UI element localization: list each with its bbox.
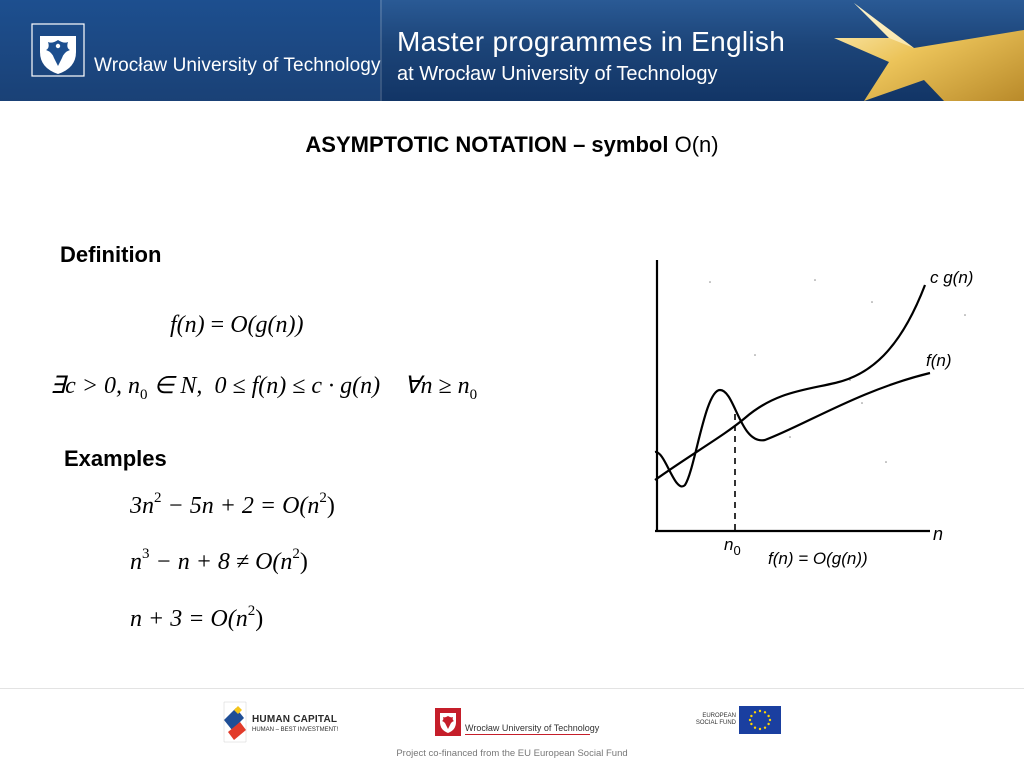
definition-label: Definition <box>60 242 162 267</box>
programme-title: Master programmes in English <box>397 26 786 57</box>
slide-title <box>0 132 1024 158</box>
big-o-graph <box>640 240 1000 580</box>
example-2-part-c: ) <box>299 549 308 575</box>
example-3 <box>130 605 263 633</box>
example-1 <box>130 492 335 520</box>
example-2 <box>130 548 308 576</box>
example-1-part-c: ) <box>326 493 335 519</box>
example-2-part-a: n <box>130 549 142 575</box>
banner-divider <box>380 0 382 101</box>
example-2-exp-a: 3 <box>142 546 150 562</box>
eu-flag-icon <box>739 706 781 734</box>
condition-n0-subscript: 0 <box>140 386 148 403</box>
title-symbol: O(n) <box>674 132 719 157</box>
scan-specks <box>709 279 966 463</box>
human-capital-subtitle: HUMAN – BEST INVESTMENT! <box>252 727 339 733</box>
footer-rule <box>0 688 1024 689</box>
f-curve <box>655 373 930 486</box>
n0-label-sub: 0 <box>733 543 741 558</box>
programme-subtitle: at Wrocław University of Technology <box>397 63 718 85</box>
wut-crest-icon <box>435 708 461 736</box>
condition-in-n: ∈ N, <box>153 373 203 399</box>
f-label: f(n) <box>926 351 952 370</box>
wut-footer-name: Wrocław University of Technology <box>465 723 600 733</box>
esf-label: EUROPEAN SOCIAL FUND <box>695 713 736 726</box>
condition-exists: ∃c > 0, n <box>50 373 141 399</box>
university-crest-icon <box>30 22 86 78</box>
gold-star-icon <box>794 0 1024 101</box>
definition-condition <box>50 371 477 404</box>
example-3-part-b: ) <box>255 606 264 632</box>
university-name: Wrocław University of Technology <box>94 55 381 76</box>
title-text: ASYMPTOTIC NOTATION – symbol <box>305 132 669 157</box>
condition-forall-subscript: 0 <box>469 386 478 403</box>
n-axis-label: n <box>933 524 944 544</box>
example-1-part-b: − 5n + 2 = O(n <box>161 493 320 519</box>
formula-lhs: f(n) <box>170 312 205 338</box>
human-capital-title: HUMAN CAPITAL <box>252 714 338 725</box>
n0-label-n: n <box>724 535 734 554</box>
examples-label: Examples <box>64 446 167 471</box>
formula-eq: = <box>210 312 225 338</box>
condition-bound: 0 ≤ f(n) ≤ c · g(n) <box>214 373 381 399</box>
example-2-part-b: − n + 8 ≠ O(n <box>149 549 293 575</box>
wut-footer-rule <box>465 734 590 735</box>
header-banner <box>0 0 1024 101</box>
footer-cofinance-note: Project co-financed from the EU European Social Fund <box>396 748 628 759</box>
n0-label <box>724 535 741 558</box>
example-3-exp-a: 2 <box>247 603 256 619</box>
example-1-exp-a: 2 <box>154 490 162 506</box>
formula-rhs: O(g(n)) <box>230 312 304 338</box>
graph-caption: f(n) = O(g(n)) <box>768 549 868 568</box>
example-3-part-a: n + 3 = O(n <box>130 606 248 632</box>
example-1-part-a: 3n <box>130 493 154 519</box>
example-1-exp-b: 2 <box>319 490 327 506</box>
human-capital-logo-icon <box>220 700 250 744</box>
condition-forall: ∀n ≥ n <box>404 373 470 399</box>
definition-formula <box>170 312 304 339</box>
example-2-exp-b: 2 <box>292 546 300 562</box>
cg-label: c g(n) <box>930 268 974 287</box>
